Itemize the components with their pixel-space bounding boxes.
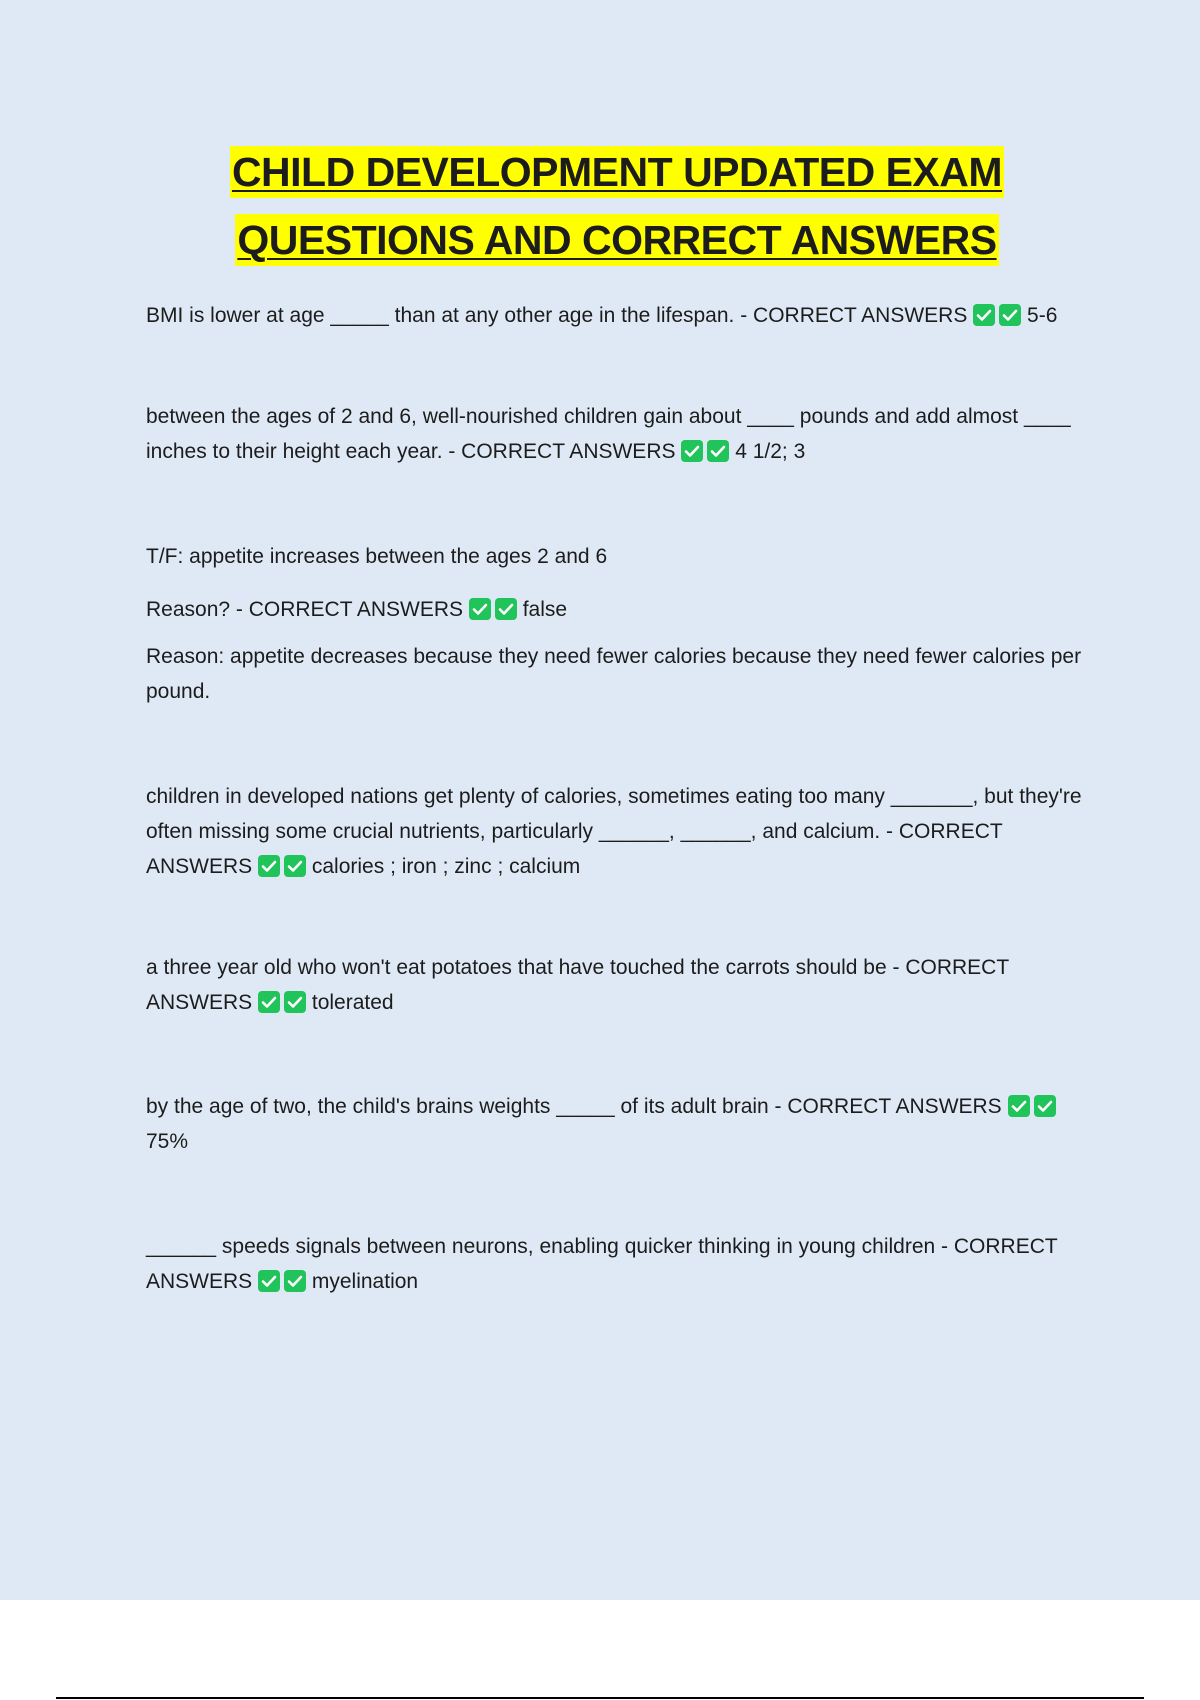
green-checkmark-icon	[681, 440, 703, 462]
document-title	[0, 146, 1200, 282]
answer-text: myelination	[311, 1270, 419, 1293]
title-line-2: QUESTIONS AND CORRECT ANSWERS	[235, 214, 998, 266]
question-text: by the age of two, the child's brains weights _____ of its adult brain - CORRECT ANSWERS	[146, 1095, 1002, 1118]
qa-item-1	[146, 298, 1086, 333]
qa-line	[146, 592, 1086, 627]
qa-item-5	[146, 950, 1086, 1020]
green-checkmark-icon	[495, 598, 517, 620]
answer-text: calories ; iron ; zinc ; calcium	[311, 855, 581, 878]
answer-text: tolerated	[311, 991, 394, 1014]
green-checkmark-icon	[707, 440, 729, 462]
question-text: T/F: appetite increases between the ages 2 and 6	[146, 545, 608, 568]
green-checkmark-icon	[258, 1270, 280, 1292]
qa-line	[146, 779, 1086, 884]
qa-item-6	[146, 1089, 1086, 1159]
green-checkmark-icon	[284, 991, 306, 1013]
green-checkmark-icon	[284, 855, 306, 877]
green-checkmark-icon	[973, 304, 995, 326]
green-checkmark-icon	[258, 991, 280, 1013]
qa-line	[146, 1089, 1086, 1159]
qa-line	[146, 298, 1086, 333]
answer-text: 5-6	[1027, 304, 1058, 327]
green-checkmark-icon	[999, 304, 1021, 326]
question-text: children in developed nations get plenty of calories, sometimes eating too many _______, but they're often missing some crucial nutrients, particularly ______, ______, and calcium. - CORRECT ANSWERS	[146, 785, 1082, 878]
question-text: a three year old who won't eat potatoes that have touched the carrots should be - CORRECT ANSWERS	[146, 956, 1009, 1014]
qa-item-2	[146, 399, 1086, 469]
answer-text: 4 1/2; 3	[735, 440, 806, 463]
green-checkmark-icon	[469, 598, 491, 620]
qa-item-7	[146, 1229, 1086, 1299]
question-text: BMI is lower at age _____ than at any other age in the lifespan. - CORRECT ANSWERS	[146, 304, 968, 327]
answer-text: false	[522, 598, 568, 621]
reason-text: Reason: appetite decreases because they need fewer calories because they need fewer calories per pound.	[146, 645, 1082, 703]
footer-divider	[56, 1697, 1144, 1699]
green-checkmark-icon	[1008, 1095, 1030, 1117]
qa-item-3	[146, 539, 1086, 709]
question-text: Reason? - CORRECT ANSWERS	[146, 598, 464, 621]
question-text: ______ speeds signals between neurons, enabling quicker thinking in young children - CORRECT ANSWERS	[146, 1235, 1058, 1293]
qa-line	[146, 950, 1086, 1020]
qa-line	[146, 1229, 1086, 1299]
green-checkmark-icon	[1034, 1095, 1056, 1117]
green-checkmark-icon	[284, 1270, 306, 1292]
title-line-1: CHILD DEVELOPMENT UPDATED EXAM	[230, 146, 1004, 198]
green-checkmark-icon	[258, 855, 280, 877]
question-text: between the ages of 2 and 6, well-nourished children gain about ____ pounds and add almost ____ inches to their height each year. - CORRECT ANSWERS	[146, 405, 1071, 463]
answer-text: 75%	[146, 1130, 189, 1153]
qa-item-4	[146, 779, 1086, 884]
qa-line	[146, 399, 1086, 469]
